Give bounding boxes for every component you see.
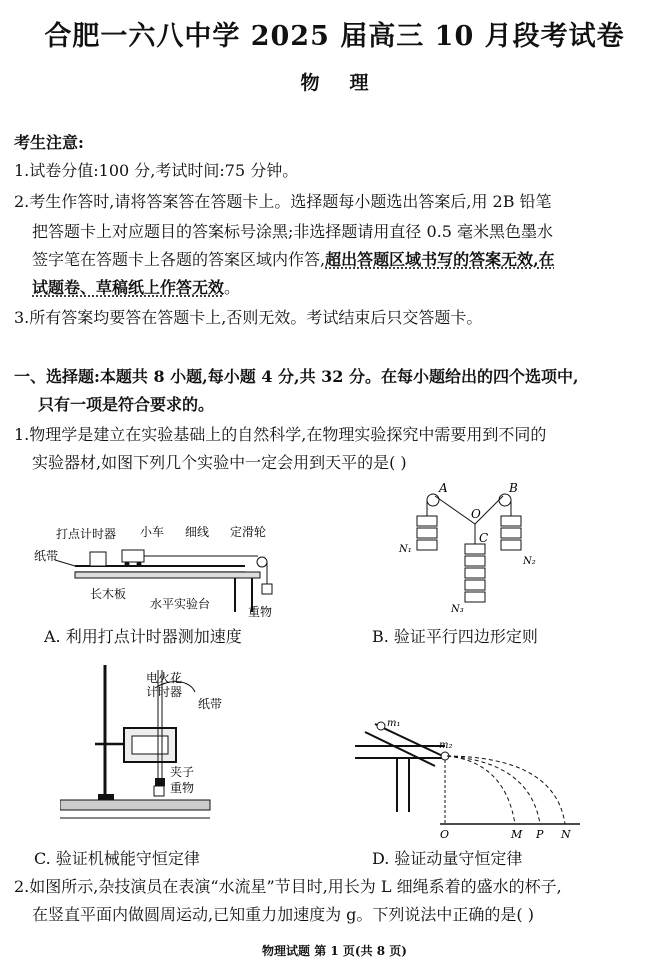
notice-item-2-end: 。 bbox=[224, 278, 241, 297]
label-m2: m₂ bbox=[439, 740, 453, 751]
label-n3: N₃ bbox=[451, 604, 464, 615]
page-footer: 物理试题 第 1 页(共 8 页) bbox=[262, 944, 407, 958]
label-weight: 重物 bbox=[248, 605, 273, 619]
figure-c-caption: C. 验证机械能守恒定律 bbox=[34, 849, 200, 868]
label-weight-c: 重物 bbox=[170, 781, 195, 795]
label-long-board: 长木板 bbox=[90, 587, 127, 601]
label-tape: 纸带 bbox=[198, 697, 223, 711]
notice-warning-text-2: 试题卷、草稿纸上作答无效 bbox=[32, 278, 225, 297]
label-string: 细线 bbox=[185, 525, 210, 539]
label-o: O bbox=[471, 507, 481, 521]
label-table: 水平实验台 bbox=[150, 597, 211, 611]
figure-a-dot-timer bbox=[30, 520, 290, 620]
notice-item-3: 3.所有答案均要答在答题卡上,否则无效。考试结束后只交答题卡。 bbox=[14, 308, 483, 327]
label-c: C bbox=[479, 531, 489, 545]
label-clip: 夹子 bbox=[170, 765, 195, 779]
label-paper-tape: 纸带 bbox=[34, 549, 59, 563]
notice-item-2-line-3-text: 签字笔在答题卡上各题的答案区域内作答, bbox=[32, 250, 326, 269]
figure-a-caption: A. 利用打点计时器测加速度 bbox=[44, 627, 242, 646]
question-1-line-1: 1.物理学是建立在实验基础上的自然科学,在物理实验探究中需要用到不同的 bbox=[14, 425, 547, 444]
question-2-line-2: 在竖直平面内做圆周运动,已知重力加速度为 g。下列说法中正确的是( ) bbox=[32, 905, 534, 924]
label-m-ground: M bbox=[511, 828, 523, 841]
question-2-line-1: 2.如图所示,杂技演员在表演“水流星”节目时,用长为 L 细绳系着的盛水的杯子, bbox=[14, 877, 562, 896]
section-1-subheading: 只有一项是符合要求的。 bbox=[38, 395, 215, 414]
figure-b-caption: B. 验证平行四边形定则 bbox=[372, 627, 538, 646]
label-pulley: 定滑轮 bbox=[230, 525, 267, 539]
label-spark-timer-1: 电火花 bbox=[146, 671, 183, 685]
notice-item-1: 1.试卷分值:100 分,考试时间:75 分钟。 bbox=[14, 161, 299, 180]
notice-warning-text: 超出答题区域书写的答案无效,在 bbox=[325, 250, 555, 269]
notice-item-2-line-2: 把答题卡上对应题目的答案标号涂黑;非选择题请用直径 0.5 毫米黑色墨水 bbox=[32, 222, 554, 241]
question-1-line-2: 实验器材,如图下列几个实验中一定会用到天平的是( ) bbox=[32, 453, 407, 472]
subject-title: 物理 bbox=[300, 72, 399, 94]
figure-d-caption: D. 验证动量守恒定律 bbox=[372, 849, 523, 868]
figure-b-parallelogram bbox=[395, 482, 545, 617]
exam-title: 合肥一六八中学 2025 届高三 10 月段考试卷 bbox=[44, 21, 625, 52]
notice-item-2-line-1: 2.考生作答时,请将答案答在答题卡上。选择题每小题选出答案后,用 2B 铅笔 bbox=[14, 192, 552, 211]
label-p-ground: P bbox=[536, 828, 544, 841]
notice-item-2-line-3 bbox=[32, 249, 555, 271]
figure-c-free-fall bbox=[60, 660, 270, 840]
label-n1: N₁ bbox=[399, 544, 412, 555]
label-o-ground: O bbox=[440, 828, 450, 841]
notice-heading: 考生注意: bbox=[14, 133, 84, 152]
label-spark-timer-2: 计时器 bbox=[146, 685, 183, 699]
label-m1: m₁ bbox=[387, 718, 401, 729]
section-1-heading: 一、选择题:本题共 8 小题,每小题 4 分,共 32 分。在每小题给出的四个选项中, bbox=[14, 367, 579, 386]
label-b: B bbox=[509, 482, 518, 495]
notice-item-2-line-4 bbox=[32, 277, 240, 299]
label-cart: 小车 bbox=[140, 525, 165, 539]
figure-d-collision bbox=[355, 712, 585, 842]
label-n2: N₂ bbox=[523, 556, 536, 567]
label-a: A bbox=[439, 482, 448, 495]
label-n-ground: N bbox=[561, 828, 571, 841]
label-dot-timer: 打点计时器 bbox=[56, 527, 117, 541]
